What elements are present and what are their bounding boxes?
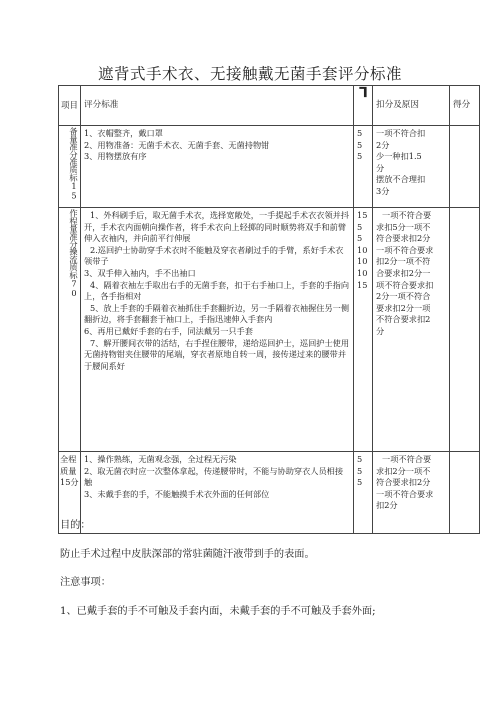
criteria-line: 2.巡回护士协助穿手术衣时不能触及穿衣者刷过手的手臂，系好手术衣领带子: [84, 244, 344, 267]
reason-line: 摆放不合理扣: [376, 174, 426, 185]
notes-label: 注意事项：: [60, 577, 111, 588]
reason-line: 分: [376, 162, 385, 173]
reason-line: 2分一项不符合: [376, 291, 431, 302]
reason-line: 符合要求扣2分: [376, 477, 431, 488]
reason-line: 求扣5分一项不: [376, 221, 431, 232]
criteria-line: 5、放上手套的手隔着衣袖抓住手套翻折边，另一手隔着衣袖握住另一侧翻折边，将手套翻套于袖口上，手指迅速伸入手套内: [84, 302, 350, 325]
score-value: 5: [357, 128, 363, 138]
row-scores: [354, 126, 373, 208]
score-value: 5: [357, 221, 363, 232]
table-row: [59, 208, 480, 452]
row-item: 全程质量15分: [59, 452, 81, 534]
row-score-blank: [450, 126, 480, 208]
criteria-line: 6、再用已戴好手套的右手，同法戴另一只手套: [84, 325, 253, 336]
header-item: 项目: [59, 86, 81, 126]
row-reason: [373, 126, 450, 208]
reason-line: 少一种扣1.5: [376, 151, 422, 162]
reason-line: 3分: [376, 185, 390, 196]
row-reason: [373, 452, 450, 534]
reason-line: 项不符合要求扣: [376, 279, 434, 290]
reason-line: 一项不符合要求: [376, 488, 434, 499]
purpose-text: 防止手术过程中皮肤深部的常驻菌随汗液带到手的表面。: [60, 549, 315, 560]
header-reason: 扣分及原因: [373, 86, 450, 126]
header-score: 得分: [450, 86, 480, 126]
criteria-line: 2、用物准备：无菌手术衣、无菌手套、无菌持物钳: [84, 139, 270, 150]
reason-line: 2分: [376, 139, 390, 150]
row-item: 备量准分准质标15: [59, 126, 81, 208]
reason-line: 扣2分一项不符: [376, 256, 431, 267]
score-value: 10: [357, 256, 368, 267]
reason-line: 求扣2分一项不: [376, 465, 431, 476]
criteria-line: 3、双手伸入袖内，手不出袖口: [84, 267, 196, 278]
reason-line: 一项不符合扣: [376, 128, 426, 138]
row-score-blank: [450, 208, 480, 452]
table-row: [59, 126, 480, 208]
row-criteria: [81, 208, 354, 452]
reason-line: 符合要求扣2分: [376, 233, 431, 244]
criteria-line: 3、用物摆放有序: [84, 151, 147, 162]
header-criteria: 评分标准: [81, 86, 354, 126]
score-value: 5: [357, 151, 363, 162]
row-scores: [354, 208, 373, 452]
row-item: 作程量准分操流质标70: [59, 208, 81, 452]
criteria-line: 2、取无菌衣时应一次整体拿起，传递腰带时，不能与协助穿衣人员相接触: [84, 465, 344, 488]
score-value: 5: [357, 233, 363, 244]
reason-line: 分: [376, 325, 385, 336]
reason-line: 扣2分: [376, 500, 398, 511]
score-value: 10: [357, 244, 368, 255]
score-value: 5: [357, 477, 363, 488]
reason-line: 一项不符合要求: [376, 244, 434, 255]
header-mark-glyph: ⅂: [359, 85, 367, 101]
criteria-line: 1、衣帽整齐，戴口罩: [84, 128, 163, 138]
criteria-line: 1、外科刷手后，取无菌手术衣，选择宽敞处，一手提起手术衣衣领并抖开，手术衣内面朝向操作者，将手术衣向上轻掷的同时顺势将双手和前臂伸入衣袖内，并向前平行伸展: [84, 210, 350, 244]
score-value: 5: [357, 465, 363, 476]
reason-line: 要求扣2分一项: [376, 302, 431, 313]
scoring-table: [58, 85, 480, 534]
score-value: 15: [357, 210, 368, 220]
row-reason: [373, 208, 450, 452]
table-row: [59, 452, 480, 534]
row-criteria: [81, 126, 354, 208]
score-value: 15: [357, 279, 368, 290]
score-value: 5: [357, 139, 363, 150]
row-criteria: [81, 452, 354, 534]
page-title: 遮背式手术衣、无接触戴无菌手套评分标准: [97, 65, 402, 83]
header-mark: [354, 86, 373, 126]
criteria-line: 4、隔着衣袖左手取出右手的无菌手套，扣于右手袖口上，手套的手指向上，各手指相对: [84, 279, 350, 302]
criteria-line: 7、解开腰间衣带的活结，右手捏住腰带，递给巡回护士，巡回护士使用无菌持物钳夹住腰带的尾端，穿衣者原地自转一周，接传递过来的腰带并于腰间系好: [84, 337, 350, 371]
score-value: 10: [357, 267, 368, 278]
reason-line: 合要求扣2分一: [376, 267, 431, 278]
score-value: 5: [357, 454, 363, 464]
criteria-line: 1、操作熟练，无菌观念强，全过程无污染: [84, 454, 237, 464]
criteria-line: 3、未戴手套的手，不能触摸手术衣外面的任何部位: [84, 488, 270, 499]
reason-line: 一项不符合要: [382, 210, 432, 220]
row-scores: [354, 452, 373, 534]
purpose-label: 目的：: [60, 520, 91, 531]
reason-line: 不符合要求扣2: [376, 314, 431, 325]
table-header-row: [59, 86, 480, 126]
reason-line: 一项不符合要: [382, 454, 432, 464]
note-item: 1、已戴手套的手不可触及手套内面，未戴手套的手不可触及手套外面;: [60, 606, 376, 617]
row-score-blank: [450, 452, 480, 534]
